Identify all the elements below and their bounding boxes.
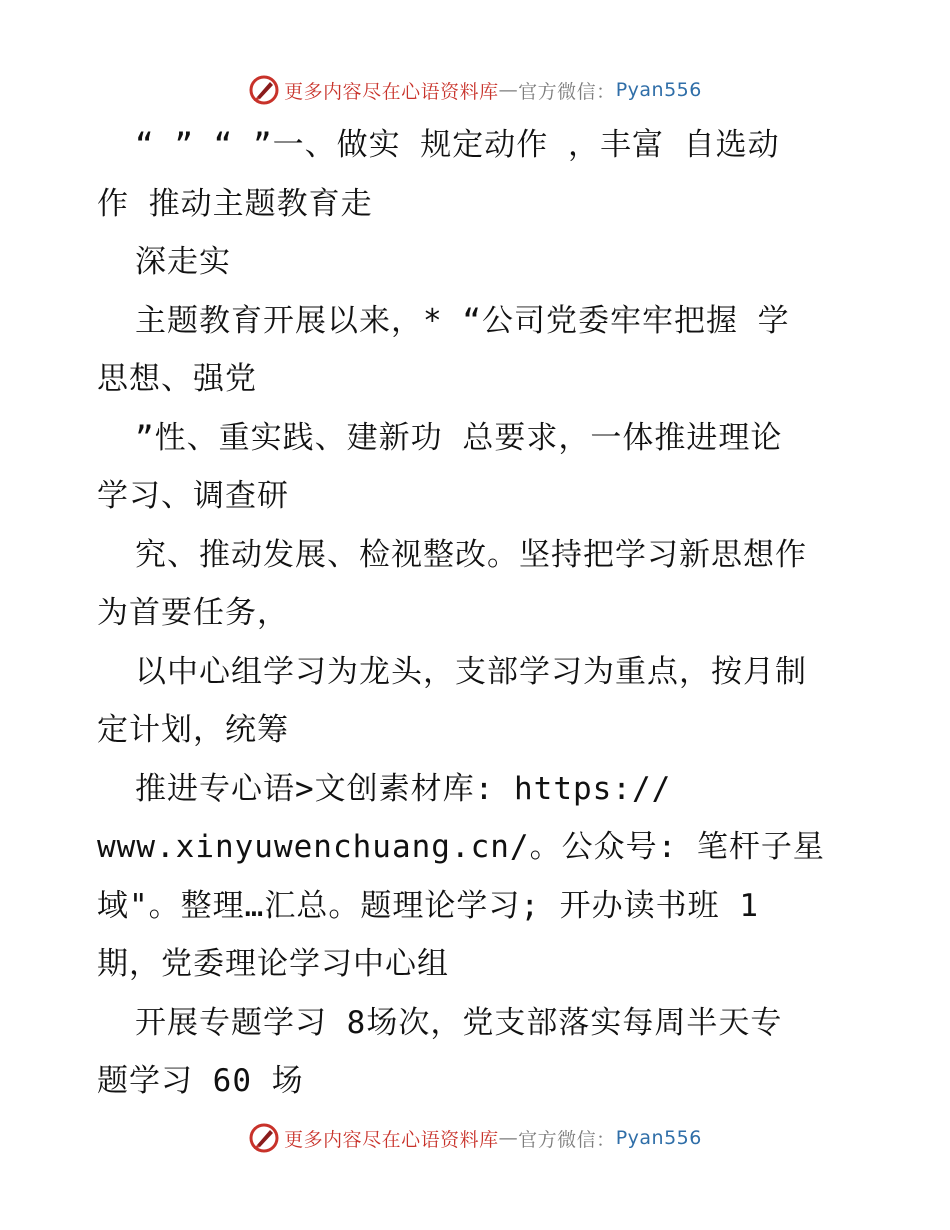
text-line: 思想、强党 <box>97 361 257 397</box>
text-line: 深走实 <box>135 244 231 280</box>
watermark-account: Pyan556 <box>615 79 702 101</box>
quill-logo-icon <box>248 1122 280 1154</box>
text-line: 究、推动发展、检视整改。坚持把学习新思想作 <box>135 537 807 573</box>
watermark-official-label: 官方微信： <box>518 80 616 103</box>
text-line: 开展专题学习 8场次，党支部落实每周半天专 <box>135 1005 783 1041</box>
footer-watermark <box>0 1118 950 1158</box>
watermark-account: Pyan556 <box>615 1127 702 1149</box>
text-line: 推进专心语>文创素材库: https:// <box>135 771 672 807</box>
text-line: 期，党委理论学习中心组 <box>97 946 449 982</box>
text-line: 题学习 60 场 <box>97 1063 304 1099</box>
watermark-official-label: 官方微信： <box>518 1128 616 1151</box>
text-line: “ ” “ ”一、做实 规定动作 ，丰富 自选动 <box>135 127 780 163</box>
text-line: 主题教育开展以来，* “公司党委牢牢把握 学 <box>135 303 790 339</box>
text-line: 为首要任务， <box>97 595 289 631</box>
watermark-main-text: 更多内容尽在心语资料库 <box>284 1128 499 1151</box>
watermark-dash: — <box>498 79 519 101</box>
text-line: 学习、调查研 <box>97 478 289 514</box>
text-line: 域"。整理…汇总。题理论学习; 开办读书班 1 <box>97 888 759 924</box>
text-line: ”性、重实践、建新功 总要求，一体推进理论 <box>135 420 783 456</box>
text-line: 以中心组学习为龙头，支部学习为重点，按月制 <box>135 654 807 690</box>
text-line: 作 推动主题教育走 <box>97 186 373 222</box>
watermark-main-text: 更多内容尽在心语资料库 <box>284 80 499 103</box>
text-line: 定计划，统筹 <box>97 712 289 748</box>
text-line: www.xinyuwenchuang.cn/。公众号: 笔杆子星 <box>97 829 825 865</box>
watermark-dash: — <box>498 1127 519 1149</box>
